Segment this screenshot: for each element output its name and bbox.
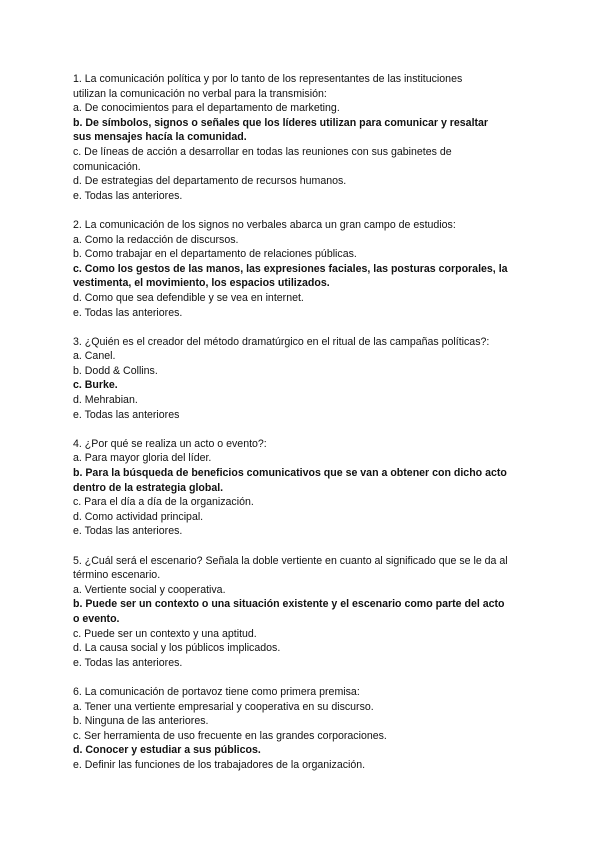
- question-stem: [73, 685, 543, 700]
- answer-option-line: e. Definir las funciones de los trabajadores de la organización.: [73, 758, 366, 771]
- answer-option: [73, 627, 543, 642]
- answer-option: [73, 524, 543, 539]
- document-page: [73, 72, 543, 787]
- answer-option-line: a. Vertiente social y cooperativa.: [73, 583, 226, 596]
- answer-option: [73, 349, 543, 364]
- answer-option-line: c. Como los gestos de las manos, las expresiones faciales, las posturas corporales, la: [73, 262, 508, 275]
- answer-option-line: c. Ser herramienta de uso frecuente en las grandes corporaciones.: [73, 729, 387, 742]
- answer-option-line: a. Tener una vertiente empresarial y cooperativa en su discurso.: [73, 700, 374, 713]
- answer-option-line: e. Todas las anteriores.: [73, 306, 183, 319]
- question-3: [73, 335, 543, 423]
- answer-option-correct: [73, 262, 543, 291]
- answer-option: [73, 510, 543, 525]
- answer-option-line: e. Todas las anteriores.: [73, 656, 183, 669]
- answer-option-line: c. Puede ser un contexto y una aptitud.: [73, 627, 257, 640]
- answer-option-line: d. Mehrabian.: [73, 394, 138, 407]
- answer-option: [73, 408, 543, 423]
- question-stem-line: 1. La comunicación política y por lo tanto de los representantes de las instituciones: [73, 73, 463, 85]
- answer-option-line: c. De líneas de acción a desarrollar en todas las reuniones con sus gabinetes de: [73, 145, 452, 158]
- question-stem: [73, 554, 543, 583]
- question-stem-line: 6. La comunicación de portavoz tiene como primera premisa:: [73, 685, 360, 698]
- answer-option-correct: [73, 378, 543, 393]
- answer-option-line: e. Todas las anteriores: [73, 408, 180, 421]
- answer-option-line: sus mensajes hacía la comunidad.: [73, 131, 247, 144]
- answer-option: [73, 758, 543, 773]
- answer-option: [73, 583, 543, 598]
- answer-option-line: b. Ninguna de las anteriores.: [73, 715, 209, 728]
- question-stem-line: 3. ¿Quién es el creador del método dramatúrgico en el ritual de las campañas políticas?:: [73, 335, 490, 348]
- answer-option-line: b. De símbolos, signos o señales que los líderes utilizan para comunicar y resaltar: [73, 116, 489, 129]
- question-stem: [73, 437, 543, 452]
- answer-option-line: a. De conocimientos para el departamento de marketing.: [73, 102, 340, 115]
- answer-option-line: e. Todas las anteriores.: [73, 189, 183, 202]
- answer-option: [73, 495, 543, 510]
- answer-option-correct: [73, 743, 543, 758]
- answer-option-correct: [73, 597, 543, 626]
- question-1: [73, 72, 543, 203]
- answer-option: [73, 247, 543, 262]
- answer-option: [73, 714, 543, 729]
- answer-option: [73, 729, 543, 744]
- answer-option: [73, 364, 543, 379]
- answer-option: [73, 641, 543, 656]
- answer-option: [73, 233, 543, 248]
- answer-option: [73, 101, 543, 116]
- answer-option-line: c. Burke.: [73, 379, 118, 392]
- answer-option: [73, 700, 543, 715]
- answer-option-line: vestimenta, el movimiento, los espacios utilizados.: [73, 277, 330, 290]
- question-6: [73, 685, 543, 773]
- answer-option-line: a. Para mayor gloria del líder.: [73, 452, 212, 465]
- answer-option: [73, 656, 543, 671]
- answer-option-line: b. Dodd & Collins.: [73, 364, 158, 377]
- answer-option: [73, 189, 543, 204]
- answer-option-line: comunicación.: [73, 160, 141, 173]
- answer-option-line: d. Como que sea defendible y se vea en internet.: [73, 291, 304, 304]
- answer-option-correct: [73, 116, 543, 145]
- answer-option-line: d. La causa social y los públicos implicados.: [73, 642, 281, 655]
- answer-option-line: d. Como actividad principal.: [73, 510, 204, 523]
- answer-option-line: b. Para la búsqueda de beneficios comunicativos que se van a obtener con dicho acto: [73, 467, 507, 480]
- question-2: [73, 218, 543, 320]
- answer-option-correct: [73, 466, 543, 495]
- question-stem-line: término escenario.: [73, 569, 161, 582]
- answer-option: [73, 145, 543, 174]
- answer-option: [73, 393, 543, 408]
- answer-option: [73, 451, 543, 466]
- question-stem: [73, 335, 543, 350]
- question-stem: [73, 218, 543, 233]
- answer-option-line: a. Canel.: [73, 350, 116, 363]
- answer-option-line: b. Puede ser un contexto o una situación existente y el escenario como parte del acto: [73, 598, 505, 611]
- question-stem-line: 4. ¿Por qué se realiza un acto o evento?:: [73, 437, 267, 450]
- answer-option-line: b. Como trabajar en el departamento de relaciones públicas.: [73, 248, 357, 261]
- question-5: [73, 554, 543, 671]
- question-stem-line: 5. ¿Cuál será el escenario? Señala la doble vertiente en cuanto al significado que se le da al: [73, 554, 508, 567]
- answer-option-line: d. De estrategias del departamento de recursos humanos.: [73, 175, 347, 188]
- answer-option-line: a. Como la redacción de discursos.: [73, 233, 239, 246]
- question-stem-line: utilizan la comunicación no verbal para la transmisión:: [73, 87, 327, 100]
- answer-option-line: o evento.: [73, 612, 120, 625]
- answer-option-line: dentro de la estrategia global.: [73, 481, 224, 494]
- answer-option-line: e. Todas las anteriores.: [73, 525, 183, 538]
- question-stem: [73, 72, 543, 101]
- answer-option: [73, 306, 543, 321]
- question-4: [73, 437, 543, 539]
- answer-option: [73, 291, 543, 306]
- question-stem-line: 2. La comunicación de los signos no verbales abarca un gran campo de estudios:: [73, 218, 456, 231]
- answer-option: [73, 174, 543, 189]
- answer-option-line: d. Conocer y estudiar a sus públicos.: [73, 744, 261, 757]
- answer-option-line: c. Para el día a día de la organización.: [73, 496, 254, 509]
